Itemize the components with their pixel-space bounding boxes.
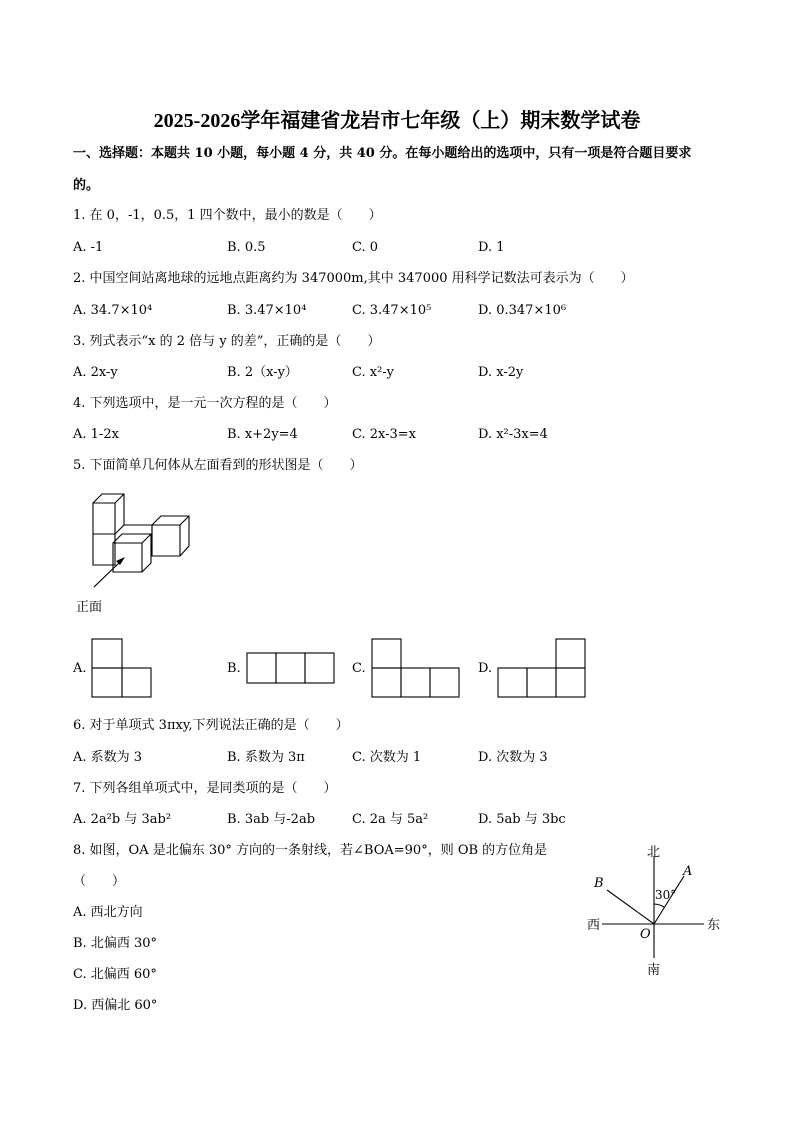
ray-ob bbox=[607, 890, 654, 924]
west-label: 西 bbox=[587, 918, 601, 933]
q4-option-c: C. 2x-3=x bbox=[352, 427, 417, 442]
q5-option-a: A. bbox=[73, 661, 87, 676]
q7-option-c: C. 2a 与 5a² bbox=[352, 812, 429, 827]
q1-option-c: C. 0 bbox=[352, 240, 379, 255]
q1-option-d: D. 1 bbox=[478, 240, 505, 255]
q3-option-d: D. x-2y bbox=[478, 365, 524, 380]
q7-option-a: A. 2a²b 与 3ab² bbox=[73, 812, 172, 827]
question-4: 4. 下列选项中，是一元一次方程的是（ ） bbox=[73, 396, 337, 411]
east-label: 东 bbox=[707, 918, 721, 933]
q5-option-d-figure bbox=[497, 638, 587, 698]
question-2: 2. 中国空间站离地球的远地点距离约为 347000m,其中 347000 用科学记数法可表示为（ ） bbox=[73, 271, 634, 286]
q5-solid-figure bbox=[80, 490, 200, 590]
question-5: 5. 下面简单几何体从左面看到的形状图是（ ） bbox=[73, 458, 363, 473]
north-label: 北 bbox=[647, 845, 661, 860]
q2-option-d: D. 0.347×10⁶ bbox=[478, 303, 567, 318]
q7-option-b: B. 3ab 与-2ab bbox=[227, 812, 316, 827]
page-title: 2025-2026学年福建省龙岩市七年级（上）期末数学试卷 bbox=[153, 110, 641, 132]
question-3: 3. 列式表示“x 的 2 倍与 y 的差”，正确的是（ ） bbox=[73, 334, 381, 349]
q1-option-b: B. 0.5 bbox=[227, 240, 266, 255]
q8-option-d: D. 西偏北 60° bbox=[73, 998, 158, 1013]
question-7: 7. 下列各组单项式中，是同类项的是（ ） bbox=[73, 781, 337, 796]
q6-option-a: A. 系数为 3 bbox=[73, 750, 143, 765]
q3-option-a: A. 2x-y bbox=[73, 365, 118, 380]
q6-option-c: C. 次数为 1 bbox=[352, 750, 422, 765]
question-8: 8. 如图，OA 是北偏东 30° 方向的一条射线，若∠BOA=90°，则 OB 的方位角是 bbox=[73, 843, 548, 858]
q8-option-b: B. 北偏西 30° bbox=[73, 936, 157, 951]
q5-option-c-figure bbox=[371, 638, 461, 698]
question-8-cont: （ ） bbox=[73, 874, 126, 889]
q8-option-a: A. 西北方向 bbox=[73, 905, 143, 920]
q3-option-b: B. 2（x-y） bbox=[227, 365, 298, 380]
q5-front-label: 正面 bbox=[76, 600, 103, 615]
question-6: 6. 对于单项式 3πxy,下列说法正确的是（ ） bbox=[73, 718, 349, 733]
q1-option-a: A. -1 bbox=[73, 240, 104, 255]
section-instruction-cont: 的。 bbox=[73, 178, 100, 193]
section-instruction: 一、选择题：本题共 10 小题，每小题 4 分，共 40 分。在每小题给出的选项中，只有一项是符合题目要求 bbox=[73, 146, 692, 161]
point-b-label: B bbox=[594, 876, 604, 891]
q8-option-c: C. 北偏西 60° bbox=[73, 967, 157, 982]
q5-option-b: B. bbox=[227, 661, 241, 676]
point-a-label: A bbox=[683, 864, 693, 879]
q5-option-c: C. bbox=[352, 661, 366, 676]
q3-option-c: C. x²-y bbox=[352, 365, 395, 380]
point-o-label: O bbox=[640, 927, 651, 942]
angle-label: 30° bbox=[655, 888, 677, 902]
q7-option-d: D. 5ab 与 3bc bbox=[478, 812, 566, 827]
q4-option-a: A. 1-2x bbox=[73, 427, 119, 442]
south-label: 南 bbox=[647, 963, 661, 978]
q8-compass-figure bbox=[580, 840, 730, 982]
q4-option-d: D. x²-3x=4 bbox=[478, 427, 548, 442]
q5-option-d: D. bbox=[478, 661, 493, 676]
q6-option-b: B. 系数为 3π bbox=[227, 750, 305, 765]
q6-option-d: D. 次数为 3 bbox=[478, 750, 548, 765]
q4-option-b: B. x+2y=4 bbox=[227, 427, 298, 442]
angle-arc bbox=[654, 904, 664, 907]
q5-option-b-figure bbox=[246, 652, 336, 685]
q2-option-c: C. 3.47×10⁵ bbox=[352, 303, 432, 318]
q5-option-a-figure bbox=[91, 638, 153, 698]
q2-option-b: B. 3.47×10⁴ bbox=[227, 303, 307, 318]
q2-option-a: A. 34.7×10⁴ bbox=[73, 303, 153, 318]
question-1: 1. 在 0，-1，0.5，1 四个数中，最小的数是（ ） bbox=[73, 208, 382, 223]
